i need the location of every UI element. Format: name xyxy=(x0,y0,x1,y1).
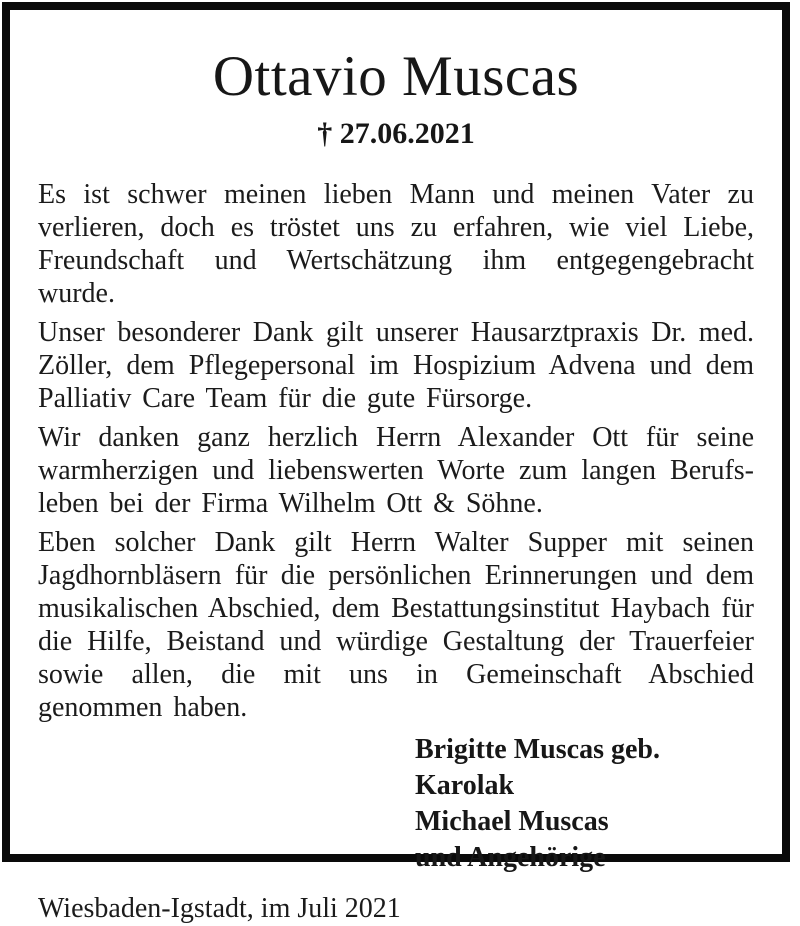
signature-block xyxy=(415,732,754,876)
place-date-line: Wiesbaden-Igstadt, im Juli 2021 xyxy=(38,892,401,924)
thanks-funeral-paragraph: Eben solcher Dank gilt Herrn Walter Supper mit seinen Jagdhornbläsern für die persönlichen Erinnerungen und dem musikalischen Abschied, dem Bestattungsinstitut Haybach für die Hilfe, Beistand und würdige Gestaltung der Trauerfeier sowie allen, die mit uns in Gemeinschaft Abschied genommen haben. xyxy=(38,526,754,723)
obituary-content xyxy=(10,44,782,926)
signature-line-son: Michael Muscas xyxy=(415,805,609,837)
thanks-doctor-paragraph: Unser besonderer Dank gilt unserer Hausarztpraxis Dr. med. Zöller, dem Pflegepersonal im Hospizium Advena und dem Palliativ Care Team für die gute Fürsorge. xyxy=(38,316,754,414)
condolence-paragraph: Es ist schwer meinen lieben Mann und meinen Vater zu verlieren, doch es tröstet uns zu erfahren, wie viel Liebe, Freundschaft und Wertschätzung ihm entgegengebracht wurde. xyxy=(38,178,754,309)
signature-line-wife: Brigitte Muscas geb. Karolak xyxy=(415,733,660,801)
thanks-speaker-paragraph: Wir danken ganz herzlich Herrn Alexander Ott für seine warmherzigen und liebenswerten Worte zum langen Berufsleben bei der Firma Wilhelm Ott & Söhne. xyxy=(38,421,754,519)
signature-line-relatives: und Angehörige xyxy=(415,841,606,873)
deceased-name: Ottavio Muscas xyxy=(212,45,580,108)
death-date: † 27.06.2021 xyxy=(317,116,475,150)
condolence-text xyxy=(38,178,754,724)
obituary-frame xyxy=(2,2,790,924)
